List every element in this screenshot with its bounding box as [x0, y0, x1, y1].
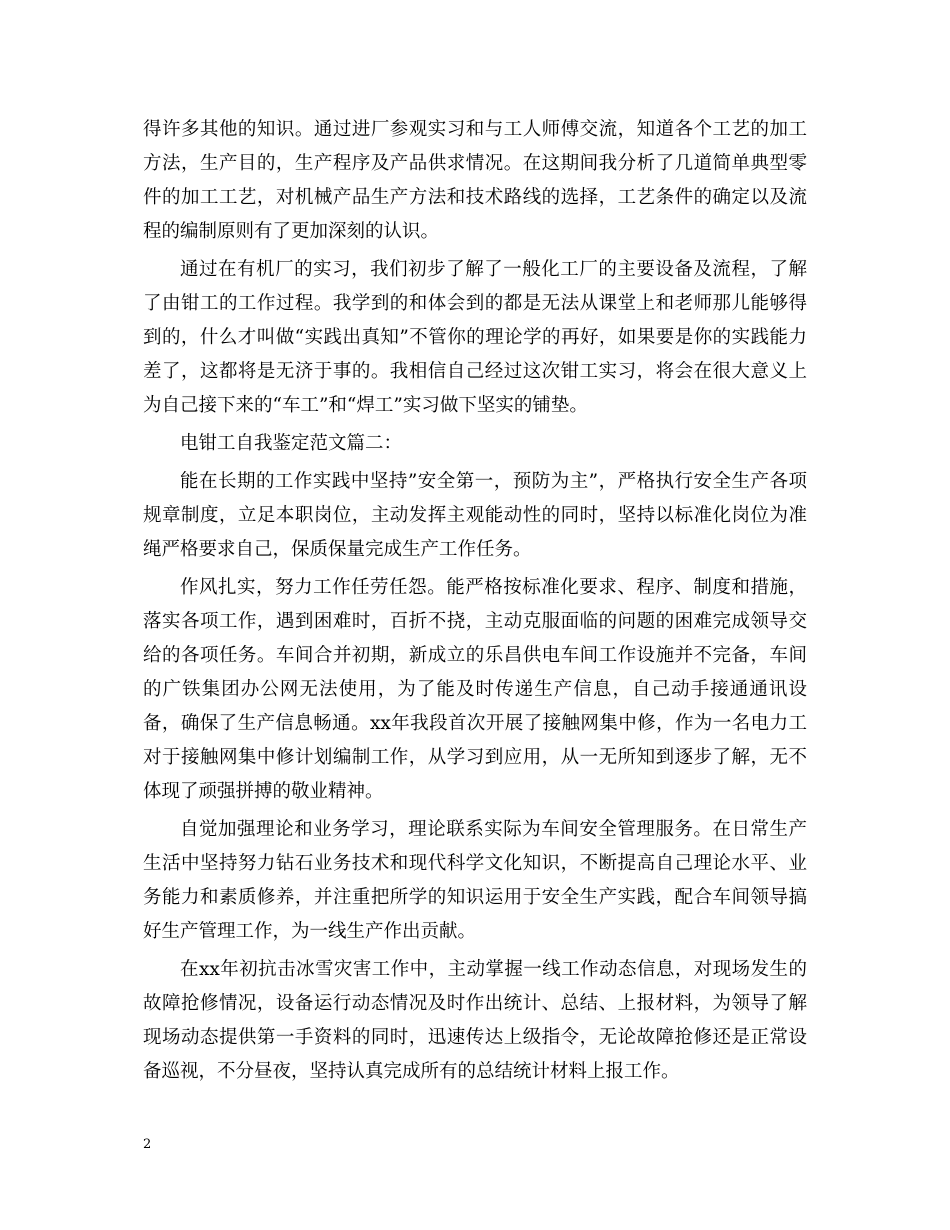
- paragraph-work-style: 作风扎实，努力工作任劳任怨。能严格按标准化要求、程序、制度和措施，落实各项工作，遇到困难时，百折不挠，主动克服面临的问题的困难完成领导交给的各项任务。车间合并初期，新成立的乐昌供电车间工作设施并不完备，车间的广铁集团办公网无法使用，为了能及时传递生产信息，自己动手接通通讯设备，确保了生产信息畅通。xx年我段首次开展了接触网集中修，作为一名电力工对于接触网集中修计划编制工作，从学习到应用，从一无所知到逐步了解，无不体现了顽强拼搏的敬业精神。: [143, 577, 807, 802]
- paragraph-safety: 能在长期的工作实践中坚持”安全第一，预防为主”，严格执行安全生产各项规章制度，立足本职岗位，主动发挥主观能动性的同时，坚持以标准化岗位为准绳严格要求自己，保质保量完成生产工作任务。: [143, 471, 807, 560]
- paragraph-study: 自觉加强理论和业务学习，理论联系实际为车间安全管理服务。在日常生产生活中坚持努力钻石业务技术和现代科学文化知识，不断提高自己理论水平、业务能力和素质修养，并注重把所学的知识运用于安全生产实践，配合车间领导搞好生产管理工作，为一线生产作出贡献。: [143, 819, 807, 942]
- paragraph-internship-summary: 通过在有机厂的实习，我们初步了解了一般化工厂的主要设备及流程，了解了由钳工的工作过程。我学到的和体会到的都是无法从课堂上和老师那儿能够得到的，什么才叫做“实践出真知”不管你的理论学的再好，如果要是你的实践能力差了，这都将是无济于事的。我相信自己经过这次钳工实习，将会在很大意义上为自己接下来的“车工”和“焊工”实习做下坚实的铺垫。: [143, 259, 807, 416]
- document-body: [143, 113, 807, 1089]
- section-heading: 电钳工自我鉴定范文篇二：: [180, 433, 403, 454]
- page-number: 2: [143, 1137, 152, 1152]
- paragraph-continuation: 得许多其他的知识。通过进厂参观实习和与工人师傅交流，知道各个工艺的加工方法，生产目的，生产程序及产品供求情况。在这期间我分析了几道简单典型零件的加工工艺，对机械产品生产方法和技术路线的选择，工艺条件的确定以及流程的编制原则有了更加深刻的认识。: [143, 119, 807, 242]
- paragraph-snow-disaster: 在xx年初抗击冰雪灾害工作中，主动掌握一线工作动态信息，对现场发生的故障抢修情况，设备运行动态情况及时作出统计、总结、上报材料，为领导了解现场动态提供第一手资料的同时，迅速传达上级指令，无论故障抢修还是正常设备巡视，不分昼夜，坚持认真完成所有的总结统计材料上报工作。: [143, 959, 807, 1082]
